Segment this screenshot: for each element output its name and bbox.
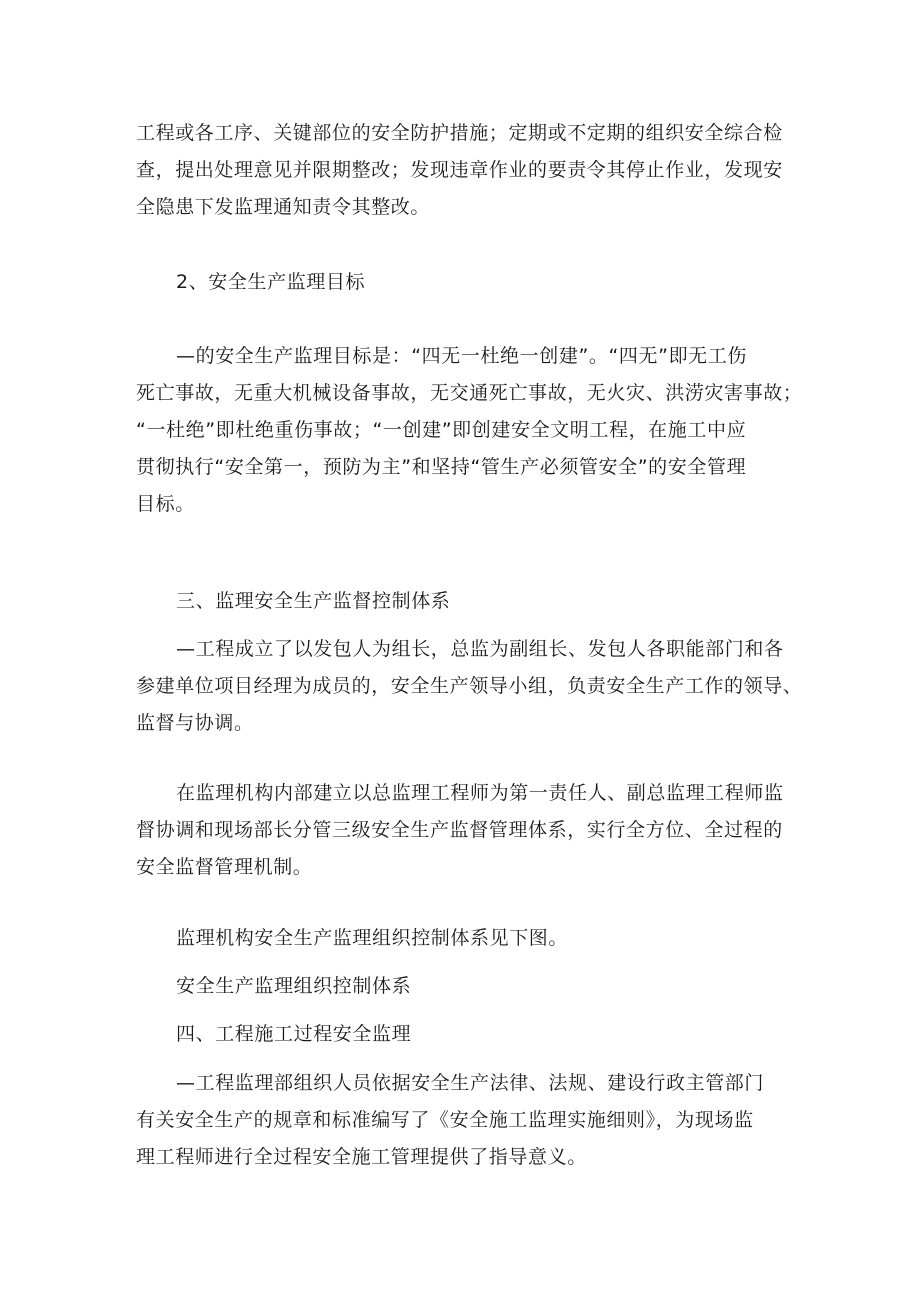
text-line: 在监理机构内部建立以总监理工程师为第一责任人、副总监理工程师监 [176,782,784,804]
paragraph-implementation-rules [136,1065,796,1176]
text-line: 有关安全生产的规章和标准编写了《安全施工监理实施细则》，为现场监 [136,1109,754,1131]
text-line: 工程或各工序、关键部位的安全防护措施；定期或不定期的组织安全综合检 [136,122,783,144]
text-line: 目标。 [136,493,195,515]
paragraph-see-figure: 监理机构安全生产监理组织控制体系见下图。 [176,927,569,949]
text-line: 贯彻执行“安全第一，预防为主”和坚持“管生产必须管安全”的安全管理 [136,456,747,478]
text-line: —工程成立了以发包人为组长，总监为副组长、发包人各职能部门和各 [176,638,784,660]
text-line: 监督与协调。 [136,712,254,734]
text-line: 查，提出处理意见并限期整改；发现违章作业的要责令其停止作业，发现安 [136,159,783,181]
paragraph-leading-group [136,631,803,742]
figure-caption: 安全生产监理组织控制体系 [176,975,412,997]
text-line: 理工程师进行全过程安全施工管理提供了指导意义。 [136,1146,587,1168]
text-line: 死亡事故，无重大机械设备事故，无交通死亡事故，无火灾、洪涝灾害事故； [136,382,803,404]
text-line: —工程监理部组织人员依据安全生产法律、法规、建设行政主管部门 [176,1072,765,1094]
text-line: “一杜绝”即杜绝重伤事故；“一创建”即创建安全文明工程，在施工中应 [136,419,747,441]
heading-safety-goals: 2、安全生产监理目标 [176,271,366,293]
text-line: 安全监督管理机制。 [136,856,313,878]
heading-construction-supervision: 四、工程施工过程安全监理 [176,1023,412,1045]
paragraph-safety-measures [136,115,796,226]
paragraph-internal-system [136,775,796,886]
text-line: —的安全生产监理目标是：“四无一杜绝一创建”。“四无”即无工伤 [176,345,747,367]
text-line: 全隐患下发监理通知责令其整改。 [136,196,431,218]
heading-control-system: 三、监理安全生产监督控制体系 [176,590,451,612]
text-line: 督协调和现场部长分管三级安全生产监督管理体系，实行全方位、全过程的 [136,819,783,841]
paragraph-safety-goals [136,338,803,523]
text-line: 参建单位项目经理为成员的，安全生产领导小组，负责安全生产工作的领导、 [136,675,803,697]
